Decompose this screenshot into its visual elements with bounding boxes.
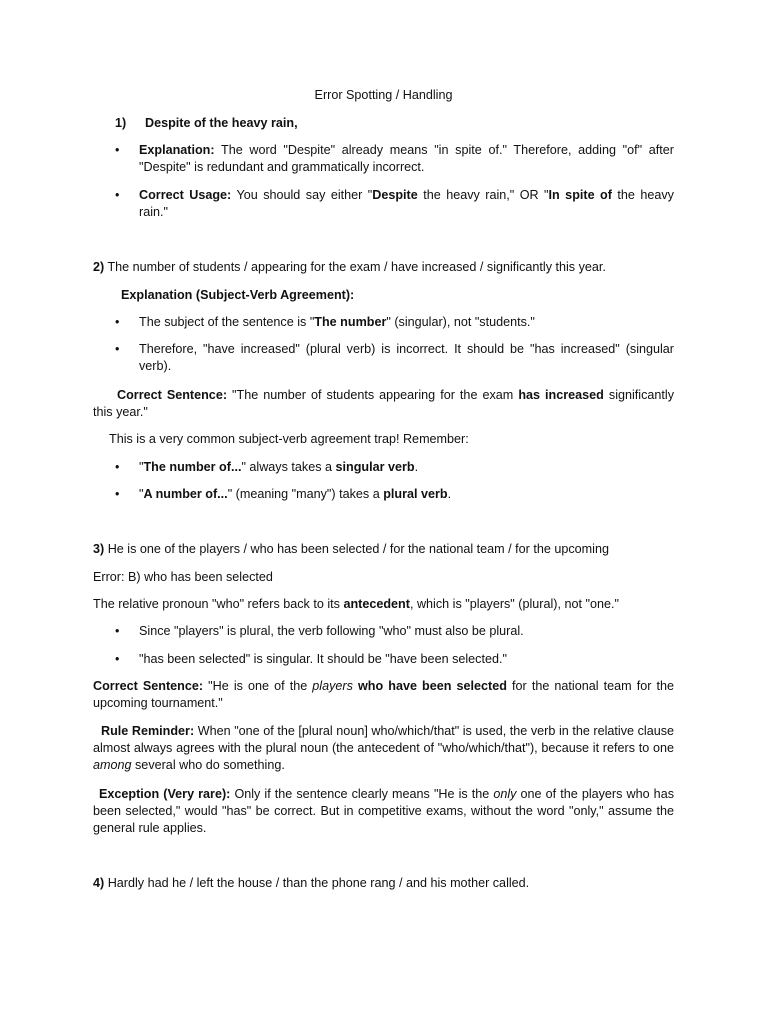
s3-rule-t1: When "one of the [plural noun] who/which/that" is used, the verb in the relative clause almost always agrees with the plural noun (the antecedent of "who/which/that"), because it refers to one [93, 724, 674, 755]
s3-rel-w1: antecedent [343, 597, 410, 611]
s2-exp-heading-text: Explanation (Subject-Verb Agreement): [121, 288, 355, 302]
s3-error: Error: B) who has been selected [93, 570, 273, 584]
s1-b2-t3: the heavy rain." [139, 188, 674, 219]
s3-bullet-plural: • Since "players" is plural, the verb following "who" must also be plural. [139, 623, 674, 640]
s4-question [93, 875, 674, 892]
s1-b2-t2: the heavy rain," OR " [417, 188, 549, 202]
s2-question-text: The number of students / appearing for the exam / have increased / significantly this year. [104, 260, 606, 274]
s3-number: 3) [93, 542, 105, 556]
s1-bullet-explanation [139, 142, 674, 176]
s3-correct-label: Correct Sentence: [93, 679, 204, 693]
s2-trap-note: This is a very common subject-verb agreement trap! Remember: [109, 432, 469, 446]
s2-b1-t1: The subject of the sentence is " [139, 315, 315, 329]
page-title: Error Spotting / Handling [314, 88, 453, 102]
s3-correct-t3: for the national team for the upcoming tournament." [93, 679, 675, 710]
s1-b2-w1: Despite [372, 188, 418, 202]
s3-rel-t2: , which is "players" (plural), not "one." [409, 597, 619, 611]
s2-correct-t1: "The number of students appearing for the exam [227, 388, 519, 402]
s2-r1-t1: " always takes a [241, 460, 336, 474]
s3-question [93, 541, 674, 558]
s2-number: 2) [93, 260, 105, 274]
s3-exception-label: Exception (Very rare): [99, 787, 231, 801]
s2-r2-w2: plural verb [383, 487, 448, 501]
s1-b2-w2: In spite of [548, 188, 612, 202]
s2-rule-the-number [139, 459, 674, 476]
s2-correct-w1: has increased [518, 388, 604, 402]
s4-number: 4) [93, 876, 105, 890]
s3-rule-label: Rule Reminder: [101, 724, 195, 738]
s2-r2-t1: " (meaning "many") takes a [227, 487, 384, 501]
s2-r1-w2: singular verb [335, 460, 415, 474]
s2-b1-t2: " (singular), not "students." [386, 315, 535, 329]
s1-bullet-correct-usage [139, 187, 674, 221]
s2-r2-w1: A number of... [143, 487, 228, 501]
s3-exception-i1: only [493, 787, 517, 801]
s2-rule-a-number [139, 486, 674, 503]
s3-exception [93, 786, 674, 837]
s2-b1-w1: The number [314, 315, 387, 329]
s2-explanation-heading [121, 287, 674, 304]
s3-correct-i1: players [312, 679, 353, 693]
s1-b1-label: Explanation: [139, 143, 215, 157]
s1-b2-label: Correct Usage: [139, 188, 232, 202]
s3-correct-w1: who have been selected [358, 679, 507, 693]
s2-correct-sentence [93, 387, 674, 421]
s3-exception-t2: one of the players who has been selected," would "has" be correct. But in competitive exams, without the word "only," assume the general rule applies. [93, 787, 674, 835]
s2-r1-q1: " [139, 460, 144, 474]
s2-question [93, 259, 674, 276]
s1-heading-text: Despite of the heavy rain, [145, 116, 298, 130]
s3-bullet-singular: • "has been selected" is singular. It should be "have been selected." [139, 651, 674, 668]
s2-bullet-verb [139, 341, 674, 375]
s2-r2-q1: " [139, 487, 144, 501]
s3-rel-t1: The relative pronoun "who" refers back to its [93, 597, 344, 611]
s2-bullet-subject [139, 314, 674, 331]
s2-r1-t2: . [414, 460, 419, 474]
s3-rule-i1: among [93, 758, 132, 772]
s4-question-text: Hardly had he / left the house / than the phone rang / and his mother called. [104, 876, 530, 890]
s1-b2-t1: You should say either " [231, 188, 373, 202]
s3-exception-t1: Only if the sentence clearly means "He is the [230, 787, 494, 801]
s3-correct-t1: "He is one of the [203, 679, 313, 693]
s2-r2-t2: . [447, 487, 452, 501]
s3-relative-pronoun [93, 596, 674, 613]
s2-correct-t2: significantly this year." [93, 388, 674, 419]
s2-correct-label: Correct Sentence: [117, 388, 228, 402]
s2-r1-w1: The number of... [143, 460, 242, 474]
s3-correct-sentence [93, 678, 674, 712]
s3-rule-t2: several who do something. [131, 758, 285, 772]
s1-b1-text: The word "Despite" already means "in spite of." Therefore, adding "of" after "Despite" is redundant and grammatically incorrect. [139, 143, 674, 174]
s2-b2-text: Therefore, "have increased" (plural verb) is incorrect. It should be "has increased" (singular verb). [139, 342, 674, 373]
s3-rule-reminder [93, 723, 674, 774]
s1-number: 1) [115, 116, 127, 130]
s3-question-text: He is one of the players / who has been selected / for the national team / for the upcoming [104, 542, 609, 556]
